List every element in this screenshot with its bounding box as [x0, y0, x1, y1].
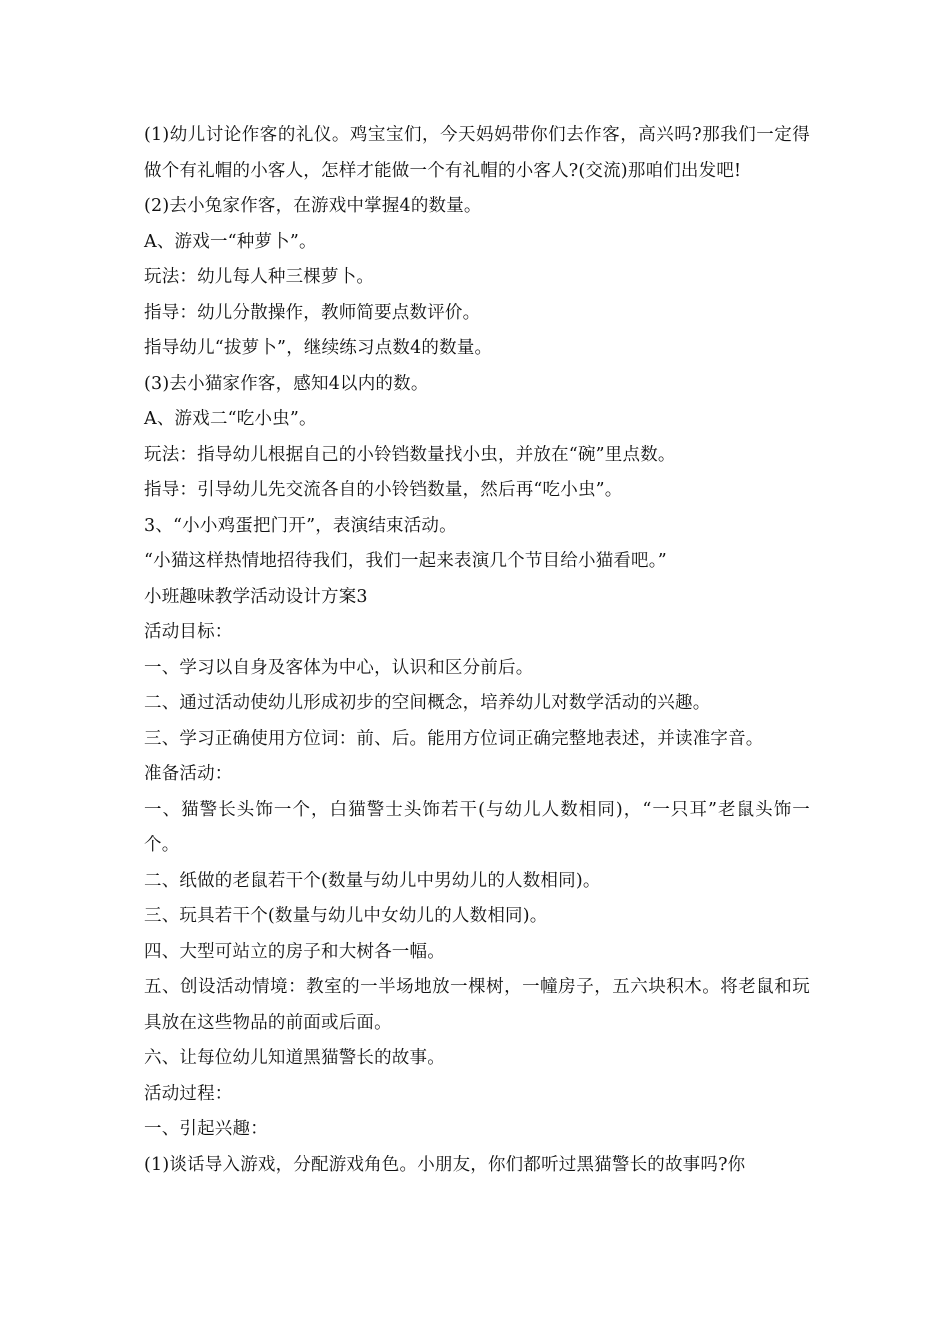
document-page [144, 118, 810, 1183]
goal-item-2: 二、通过活动使幼儿形成初步的空间概念，培养幼儿对数学活动的兴趣。 [144, 693, 711, 713]
paragraph-game-one-guidance: 指导：幼儿分散操作，教师简要点数评价。 [144, 302, 481, 323]
paragraph-pull-radish: 指导幼儿“拔萝卜”，继续练习点数4的数量。 [144, 338, 493, 358]
paragraph-game-one-rules: 玩法：幼儿每人种三棵萝卜。 [144, 267, 375, 287]
prep-item-4: 四、大型可站立的房子和大树各一幅。 [144, 941, 445, 962]
process-step-1: 一、引起兴趣： [144, 1119, 268, 1139]
prep-item-2: 二、纸做的老鼠若干个(数量与幼儿中男幼儿的人数相同)。 [144, 870, 601, 891]
goal-item-1: 一、学习以自身及客体为中心，认识和区分前后。 [144, 657, 534, 678]
paragraph-game-one-title: A、游戏一“种萝卜”。 [144, 231, 317, 252]
paragraph-cat-visit: (3)去小猫家作客，感知4以内的数。 [144, 373, 429, 394]
prep-item-6: 六、让每位幼儿知道黑猫警长的故事。 [144, 1048, 445, 1068]
paragraph-rabbit-visit: (2)去小兔家作客，在游戏中掌握4的数量。 [144, 196, 482, 216]
heading-activity-goals: 活动目标： [144, 622, 233, 642]
section-title-plan-3: 小班趣味教学活动设计方案3 [144, 586, 368, 607]
prep-item-3: 三、玩具若干个(数量与幼儿中女幼儿的人数相同)。 [144, 906, 548, 926]
paragraph-game-two-guidance: 指导：引导幼儿先交流各自的小铃铛数量，然后再“吃小虫”。 [144, 480, 623, 500]
heading-activity-process: 活动过程： [144, 1083, 233, 1104]
paragraph-ending-activity: 3、“小小鸡蛋把门开”，表演结束活动。 [144, 515, 457, 536]
goal-item-3: 三、学习正确使用方位词：前、后。能用方位词正确完整地表述，并读准字音。 [144, 728, 764, 749]
prep-item-5: 五、创设活动情境：教室的一半场地放一棵树，一幢房子，五六块积木。将老鼠和玩具放在这些物品的前面或后面。 [144, 977, 810, 1033]
prep-item-1: 一、猫警长头饰一个，白猫警士头饰若干(与幼儿人数相同)，“一只耳”老鼠头饰一个。 [144, 799, 810, 855]
process-step-1-detail: (1)谈话导入游戏，分配游戏角色。小朋友，你们都听过黑猫警长的故事吗?你 [144, 1154, 746, 1175]
paragraph-etiquette-discussion: (1)幼儿讨论作客的礼仪。鸡宝宝们，今天妈妈带你们去作客，高兴吗?那我们一定得做个有礼帽的小客人，怎样才能做一个有礼帽的小客人?(交流)那咱们出发吧! [144, 125, 810, 181]
paragraph-game-two-title: A、游戏二“吃小虫”。 [144, 409, 317, 429]
heading-preparation: 准备活动： [144, 764, 233, 784]
paragraph-game-two-rules: 玩法：指导幼儿根据自己的小铃铛数量找小虫，并放在“碗”里点数。 [144, 444, 676, 465]
paragraph-perform-quote: “小猫这样热情地招待我们，我们一起来表演几个节目给小猫看吧。” [144, 551, 667, 571]
